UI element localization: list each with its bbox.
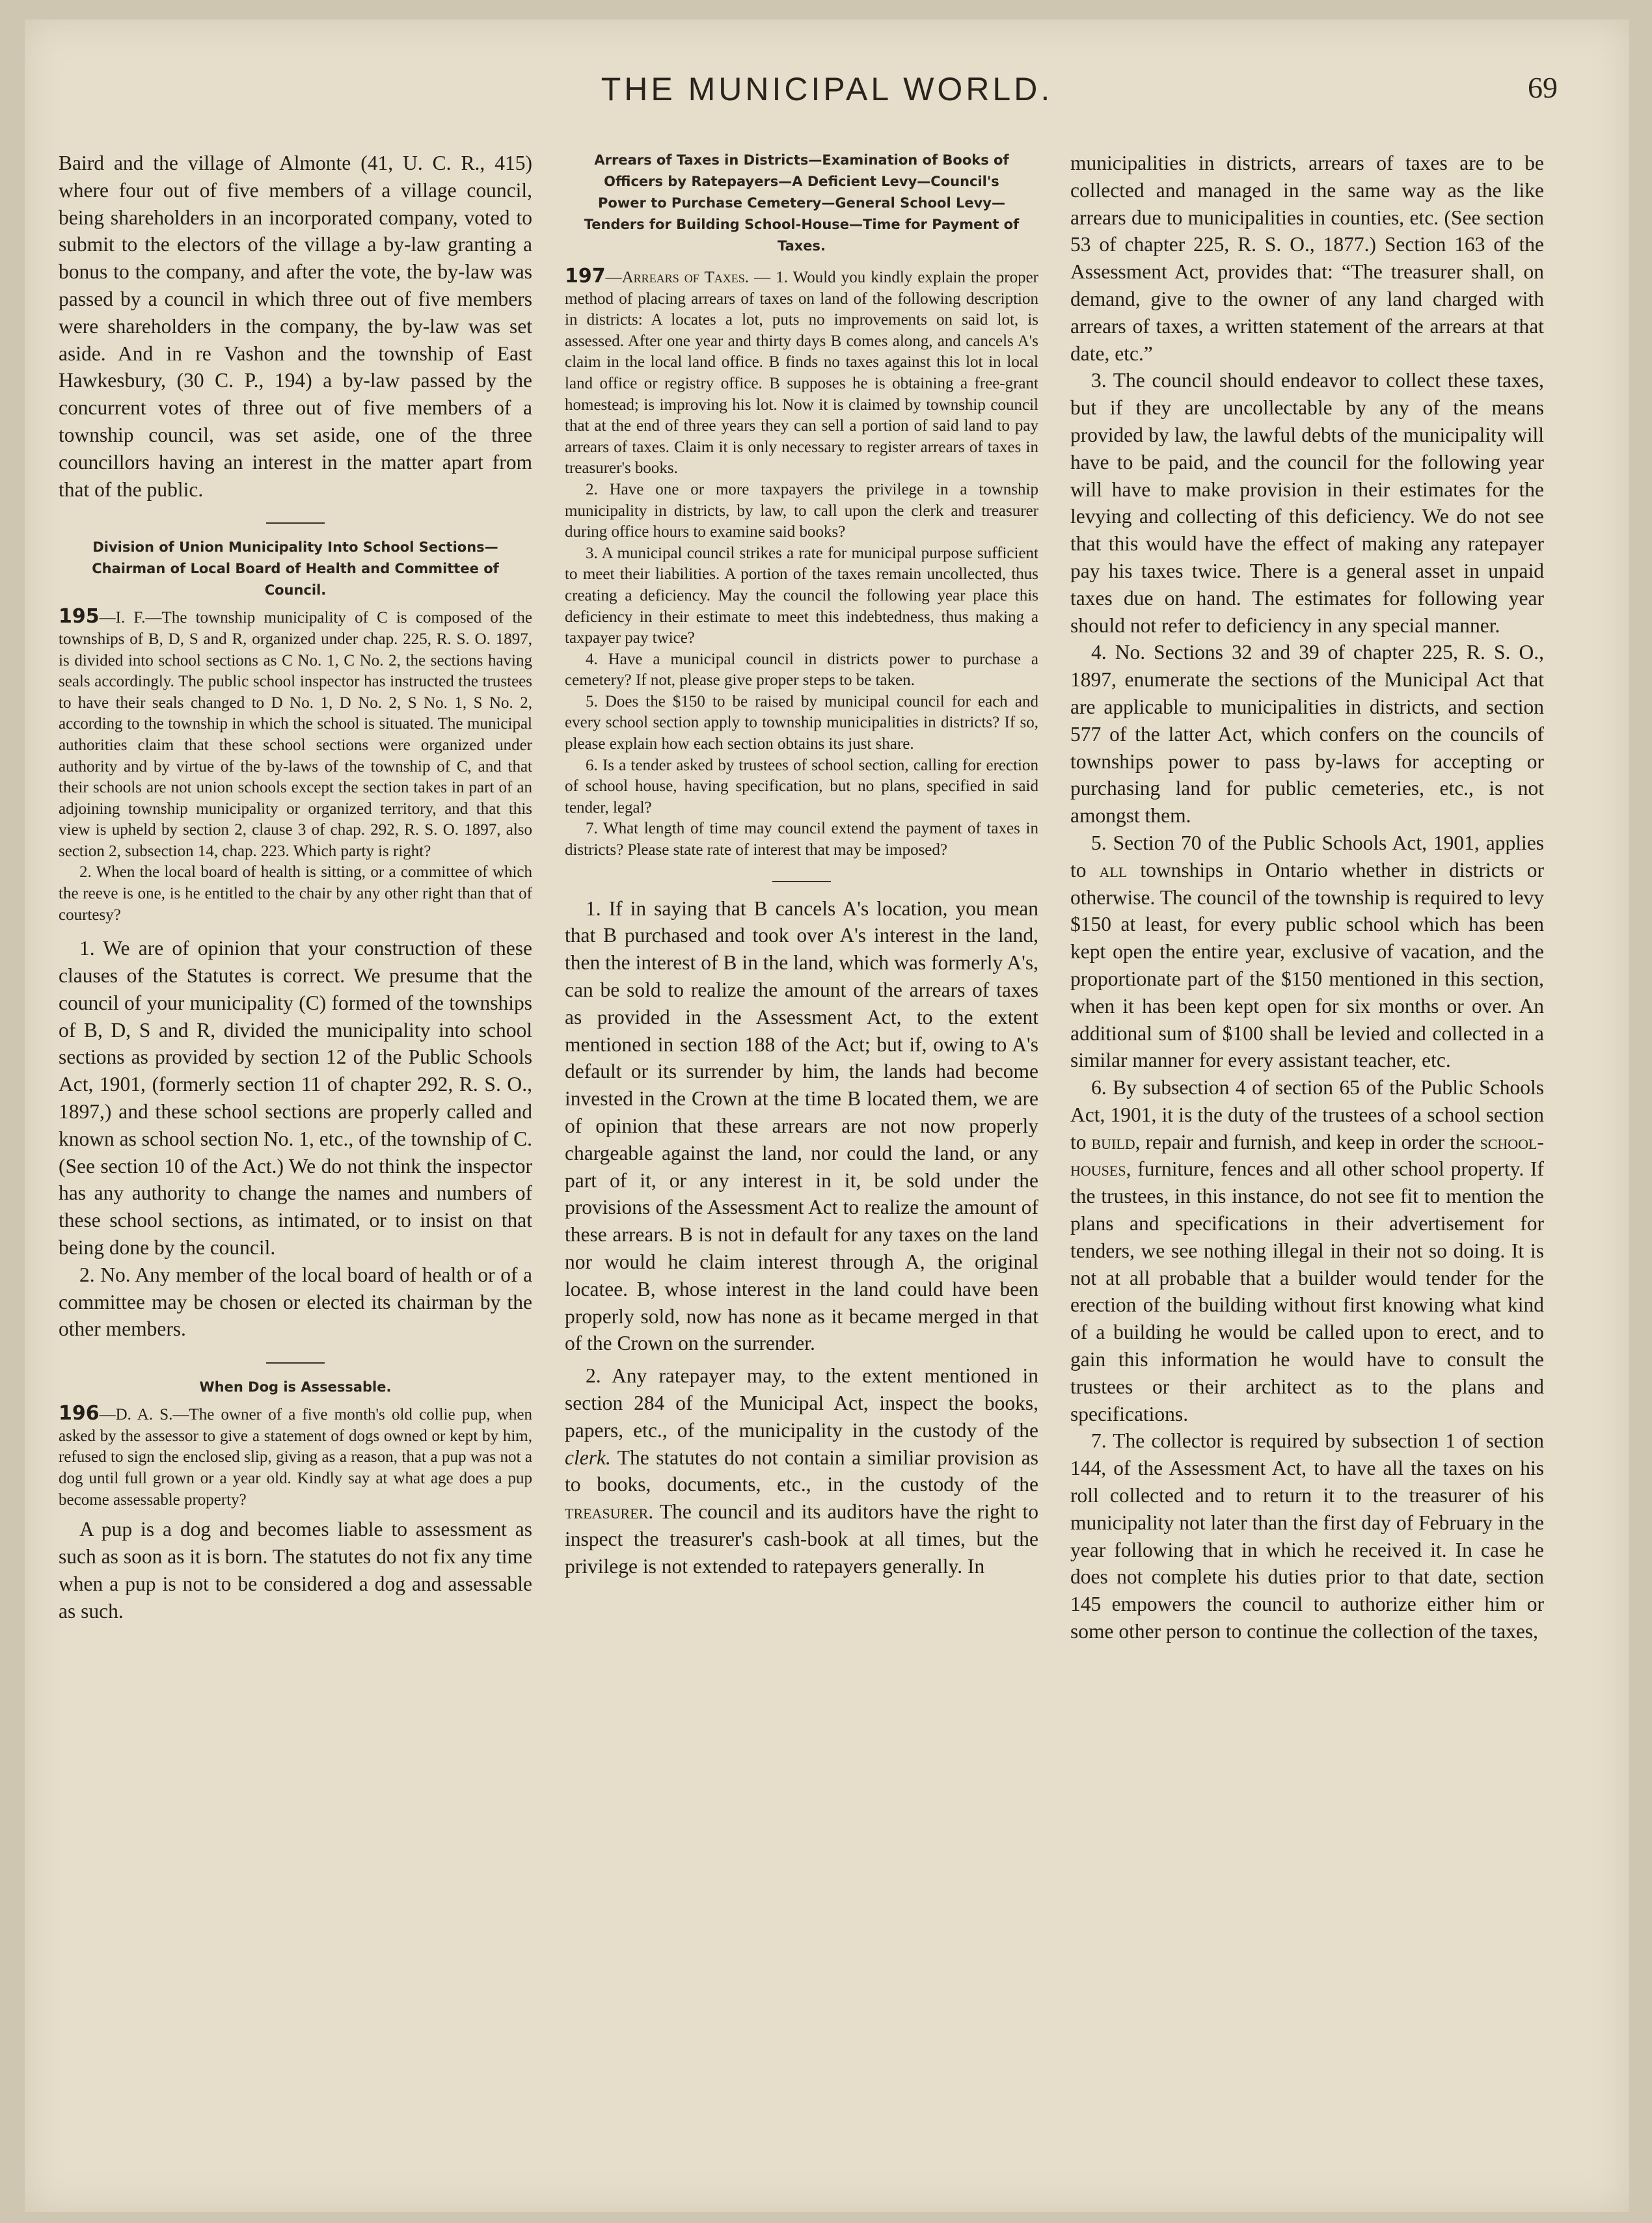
question-197-2: 2. Have one or more taxpayers the privilege in a township municipality in districts, by law, to call upon the clerk and treasurer during office hours to examine said books? [565,480,1038,541]
question-heading-195: Division of Union Municipality Into School Sections—Chairman of Local Board of Health and Committee of Council. [92,539,499,599]
answer-197-5 [1070,829,1544,1074]
answer-197-1: 1. If in saying that B cancels A's location, you mean that B purchased and took over A's interest in the land, then the interest of B in the land, which was formerly A's, can be sold to realize the amount of the arrears of taxes as provided in the Assessment Act, to the extent mentioned in section 188 of the Act; but if, owing to A's default or its surrender by him, the lands had become invested in the Crown at the time B located them, we are of opinion that these arrears are not now properly chargeable against the land, nor could the land, or any part of it, or any interest in it, be sold under the provisions of the Assessment Act to realize the amount of these arrears. B is not in default for any taxes on the land nor would he claim interest through A, the original locatee. B, whose interest in the land could have been properly sold, now has none as it became merged in that of the Crown on the surrender. [565,896,1038,1355]
answer-197-4: 4. No. Sections 32 and 39 of chapter 225, R. S. O., 1897, enumerate the sections of the Municipal Act that are applicable to municipalities in districts, and section 577 of the latter Act, which confers on the councils of townships power to pass by-laws for accepting or purchasing land for public cemeteries, etc., is not amongst them. [1070,641,1544,828]
answer-197-2-clerk: clerk. [565,1446,611,1469]
answer-197-7: 7. The collector is required by subsection 1 of section 144, of the Assessment Act, to have all the taxes on his roll collected and to return it to the treasurer of his municipality not later than the first day of February in the year following that in which he received it. In case he does not complete his duties prior to that date, section 145 empowers the council to authorize either him or some other person to continue the collection of the taxes, [1070,1429,1544,1643]
section-rule [266,1362,325,1364]
paragraph-carryover: Baird and the village of Almonte (41, U. C. R., 415) where four out of five members of a village council, being shareholders in an incorporated company, voted to submit to the electors of the village a by-law granting a bonus to the company, and after the vote, the by-law was passed by a council in which three out of five members were shareholders in the company, the by-law was set aside. And in re Vashon and the township of East Hawkesbury, (30 C. P., 194) a by-law passed by the concurrent votes of three out of five members of a township council, was set aside, one of the three councillors having an interest in the matter apart from that of the public. [59,152,532,501]
question-number-195: 195 [59,605,100,628]
section-rule [266,522,325,524]
answer-197-6-build: build, [1091,1130,1141,1153]
question-197-caption: —Arrears of Taxes. [605,269,750,286]
answer-195-2: 2. No. Any member of the local board of health or of a committee may be chosen or elected its chairman by the other members. [59,1263,532,1341]
answer-197-6-part-b: repair and furnish, and keep in order the [1140,1130,1480,1153]
newspaper-page [25,20,1629,2212]
question-195 [59,606,532,862]
question-197-5: 5. Does the $150 to be raised by municipal council for each and every school section apply to township municipalities in districts? If so, please explain how each section obtains its just share. [565,692,1038,753]
answer-197-2-part-b: The statutes do not contain a similiar provision as to books, documents, etc., in the custody of the [565,1446,1038,1496]
running-head-title: THE MUNICIPAL WORLD. [601,71,1053,107]
question-number-197: 197 [565,265,606,288]
question-197-4: 4. Have a municipal council in districts power to purchase a cemetery? If not, please give proper steps to be taken. [565,650,1038,690]
answer-197-6-part-a: 6. By subsection 4 of section 65 of the Public Schools Act, 1901, it is the duty of the trustees of a school section to [1070,1076,1544,1153]
question-number-196: 196 [59,1402,100,1425]
question-196 [59,1403,532,1511]
answer-197-5-part-a: 5. Section 70 of the Public Schools Act, 1901, applies to [1070,831,1544,882]
question-195-text: —I. F.—The township municipality of C is composed of the townships of B, D, S and R, organized under chap. 225, R. S. O. 1897, is divided into school sections as C No. 1, C No. 2, the sections having seals accordingly. The public school inspector has instructed the trustees to have their seals changed to D No. 1, D No. 2, S No. 1, S No. 2, according to the township in which the school is situated. The municipal authorities claim that these school sections were organized under authority and by virtue of the by-laws of the township of C, and that their schools are not union schools except the section takes in part of an adjoining township municipality or organized territory, and that this view is upheld by section 2, clause 3 of chap. 292, R. S. O. 1897, also section 2, subsection 14, chap. 223. Which party is right? [59,609,532,860]
question-heading-196: When Dog is Assessable. [199,1379,392,1395]
answer-196: A pup is a dog and becomes liable to assessment as such as soon as it is born. The statutes do not fix any time when a pup is not to be considered a dog and assessable as such. [59,1518,532,1623]
question-heading-197: Arrears of Taxes in Districts—Examination of Books of Officers by Ratepayers—A Deficient Levy—Council's Power to Purchase Cemetery—General School Levy—Tenders for Building School-House—Time for Payment of Taxes. [584,152,1020,254]
answer-195-1: 1. We are of opinion that your construction of these clauses of the Statutes is correct. We presume that the council of your municipality (C) formed of the townships of B, D, S and R, divided the municipality into school sections as provided by section 12 of the Public Schools Act, 1901, (formerly section 11 of chapter 292, R. S. O., 1897,) and these school sections are properly called and known as school section No. 1, etc., of the township of C. (See section 10 of the Act.) We do not think the inspector has any authority to change the names and numbers of these school sections, as intimated, or to insist on that being done by the council. [59,937,532,1260]
question-197-1 [565,266,1038,479]
page-number: 69 [1528,71,1558,104]
answer-197-2-part-c: The council and its auditors have the right to inspect the treasurer's cash-book at all times, but the privilege is not extended to ratepayers generally. In [565,1500,1038,1578]
column-2 [565,150,1038,2179]
answer-197-2-treasurer: treasurer. [565,1500,654,1524]
question-197-7: 7. What length of time may council extend the payment of taxes in districts? Please state rate of interest that may be imposed? [565,820,1038,859]
question-196-text: —D. A. S.—The owner of a five month's old collie pup, when asked by the assessor to give a statement of dogs owned or kept by him, refused to sign the enclosed slip, giving as a reason, that a pup was not a dog until full grown or a year old. Kindly say at what age does a pup become assessable property? [59,1406,532,1509]
answer-197-5-all: all [1099,858,1128,882]
column-3 [1070,150,1544,2179]
paragraph-carryover-col3: municipalities in districts, arrears of taxes are to be collected and managed in the same way as the like arrears due to municipalities in counties, etc. (See section 53 of chapter 225, R. S. O., 1877.) Section 163 of the Assessment Act, provides that: “The treasurer shall, on demand, give to the owner of any land charged with arrears of taxes, a written statement of the arrears at that date, etc.” [1070,152,1544,365]
question-197-3: 3. A municipal council strikes a rate for municipal purpose sufficient to meet their liabilities. A portion of the taxes remain uncollected, thus creating a deficiency. May the council the following year place this deficiency in their estimate to meet this indebtedness, thus making a taxpayer pay twice? [565,544,1038,647]
answer-197-2-part-a: 2. Any ratepayer may, to the extent mentioned in section 284 of the Municipal Act, inspect the books, papers, etc., of the municipality in the custody of the [565,1364,1038,1442]
answer-197-2 [565,1362,1038,1580]
question-195-part-2: 2. When the local board of health is sitting, or a committee of which the reeve is one, is he entitled to the chair by any other right than that of courtesy? [59,863,532,924]
question-197-6: 6. Is a tender asked by trustees of school section, calling for erection of school house, having specification, but no plans, specified in said tender, legal? [565,756,1038,816]
answer-197-6-school-houses: school-houses, [1070,1130,1544,1181]
answer-197-3: 3. The council should endeavor to collect these taxes, but if they are uncollectable by any of the means provided by law, the lawful debts of the municipality will have to be paid, and the council for the following year will have to make provision in their estimates for the levying and collecting of this deficiency. We do not see that this would have the effect of making any ratepayer pay his taxes twice. There is a general asset in unpaid taxes due on hand. The estimates for following year should not refer to deficiency in any special manner. [1070,369,1544,637]
answer-197-6-part-c: furniture, fences and all other school property. If the trustees, in this instance, do not see fit to mention the plans and specifications in their advertisement for tenders, we see nothing illegal in their not so doing. It is not at all probable that a builder would tender for the erection of the building without first knowing what kind of a building he would be called upon to erect, and to gain this information he would have to consult the trustees or their architect as to the plans and specifications. [1070,1157,1544,1425]
section-rule [772,881,831,882]
answer-197-5-part-b: townships in Ontario whether in districts or otherwise. The council of the township is required to levy $150 at least, for every public school which has been kept open the entire year, exclusive of vacation, and the proportionate part of the $150 mentioned in this section, when it has been kept open for six months or over. An additional sum of $100 shall be levied and collected in a similar manner for every assistant teacher, etc. [1070,858,1544,1072]
column-1 [59,150,532,2179]
answer-197-6 [1070,1074,1544,1427]
question-197-1-text: — 1. Would you kindly explain the proper method of placing arrears of taxes on land of the following description in districts: A locates a lot, puts no improvements on said lot, is assessed. After one year and thirty days B comes along, and cancels A's claim in the local land office. B finds no taxes against this lot in local land office or registry office. B supposes he is obtaining a free-grant homestead; is improving his lot. Now it is claimed by township council that at the end of three years they can sell a portion of said land to pay arrears of taxes. Claim it is only necessary to register arrears of taxes in treasurer's books. [565,269,1038,478]
